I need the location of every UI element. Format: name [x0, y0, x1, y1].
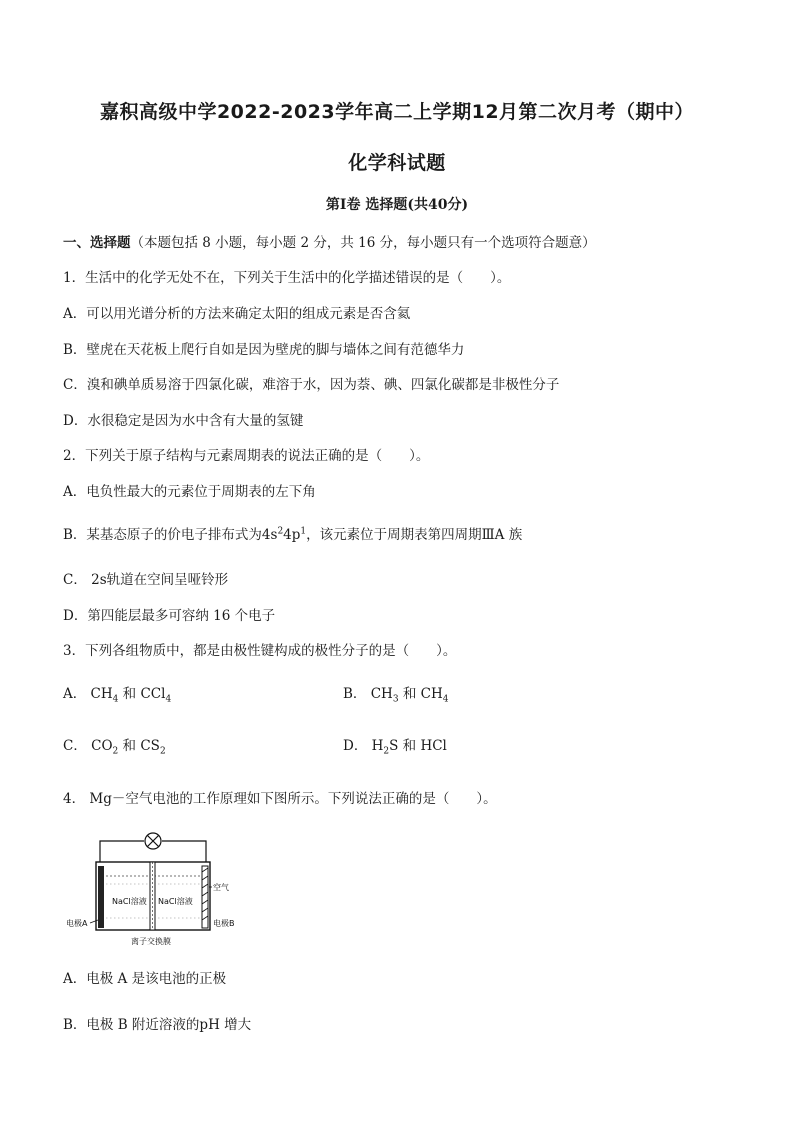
mg-air-battery-diagram [62, 824, 252, 950]
q2-option-a: A．电负性最大的元素位于周期表的左下角 [63, 484, 316, 500]
q3-option-a [63, 682, 171, 705]
q3-option-d [343, 734, 447, 757]
electrode-a-label: 电极A [66, 919, 88, 928]
q3-b-text: B． CH [343, 686, 393, 702]
q3-a-text: A． CH [63, 686, 113, 702]
q2-stem: 2．下列关于原子结构与元素周期表的说法正确的是（ ）。 [63, 448, 430, 464]
q3-option-b [343, 682, 448, 705]
part-heading-label: 一、选择题 [63, 235, 131, 251]
q2-option-c: C． 2s轨道在空间呈哑铃形 [63, 572, 229, 588]
q2-b-text: 4p [283, 527, 301, 543]
q3-b-text: 和 CH [398, 686, 443, 702]
q4-option-a: A．电极 A 是该电池的正极 [63, 971, 227, 987]
q2-b-sup: 2 [277, 526, 284, 537]
q3-option-c [63, 734, 166, 757]
q2-b-text: ，该元素位于周期表第四周期ⅢA 族 [306, 527, 523, 543]
q3-c-sub: 2 [159, 746, 166, 757]
q2-b-text: B．某基态原子的价电子排布式为4s [63, 527, 278, 543]
q4-stem: 4． Mg－空气电池的工作原理如下图所示。下列说法正确的是（ ）。 [63, 791, 497, 807]
q1-option-d: D．水很稳定是因为水中含有大量的氢键 [63, 413, 304, 429]
q1-option-b: B．壁虎在天花板上爬行自如是因为壁虎的脚与墙体之间有范德华力 [63, 342, 465, 358]
exam-subject: 化学科试题 [348, 152, 446, 174]
electrode-b-label: 电极B [213, 919, 235, 928]
right-solution-label: NaCl溶液 [158, 897, 193, 906]
q3-c-text: C． CO [63, 738, 113, 754]
battery-svg [62, 824, 252, 950]
part-heading-instructions: （本题包括 8 小题，每小题 2 分，共 16 分，每小题只有一个选项符合题意） [130, 235, 596, 251]
q2-option-b [63, 523, 522, 543]
q1-option-a: A．可以用光谱分析的方法来确定太阳的组成元素是否含氦 [63, 306, 411, 322]
part-heading [63, 231, 596, 251]
q2-option-d: D．第四能层最多可容纳 16 个电子 [63, 608, 276, 624]
q3-b-sub: 3 [392, 694, 399, 705]
section-title: 第Ⅰ卷 选择题(共40分) [325, 197, 469, 213]
q2-b-sup: 1 [300, 526, 307, 537]
q3-d-sub: 2 [383, 746, 390, 757]
q3-stem: 3．下列各组物质中，都是由极性键构成的极性分子的是（ ）。 [63, 643, 457, 659]
q3-d-text: S 和 HCl [389, 738, 447, 754]
q3-b-sub: 4 [442, 694, 449, 705]
left-solution-label: NaCl溶液 [112, 897, 147, 906]
electrode-b-plate [202, 866, 208, 928]
exam-title: 嘉积高级中学2022-2023学年高二上学期12月第二次月考（期中） [99, 101, 695, 123]
air-label: 空气 [213, 883, 229, 892]
lamp-icon [145, 833, 161, 849]
electrode-a-plate [98, 866, 104, 928]
q3-d-text: D． H [343, 738, 384, 754]
q4-option-b: B．电极 B 附近溶液的pH 增大 [63, 1017, 252, 1033]
q3-c-text: 和 CS [118, 738, 160, 754]
q1-option-c: C．溴和碘单质易溶于四氯化碳，难溶于水，因为萘、碘、四氯化碳都是非极性分子 [63, 377, 560, 393]
q3-a-sub: 4 [112, 694, 119, 705]
q1-stem: 1．生活中的化学无处不在，下列关于生活中的化学描述错误的是（ ）。 [63, 270, 511, 286]
q3-a-sub: 4 [165, 694, 172, 705]
q3-a-text: 和 CCl [118, 686, 166, 702]
membrane-label: 离子交换膜 [131, 937, 171, 946]
q3-c-sub: 2 [112, 746, 119, 757]
